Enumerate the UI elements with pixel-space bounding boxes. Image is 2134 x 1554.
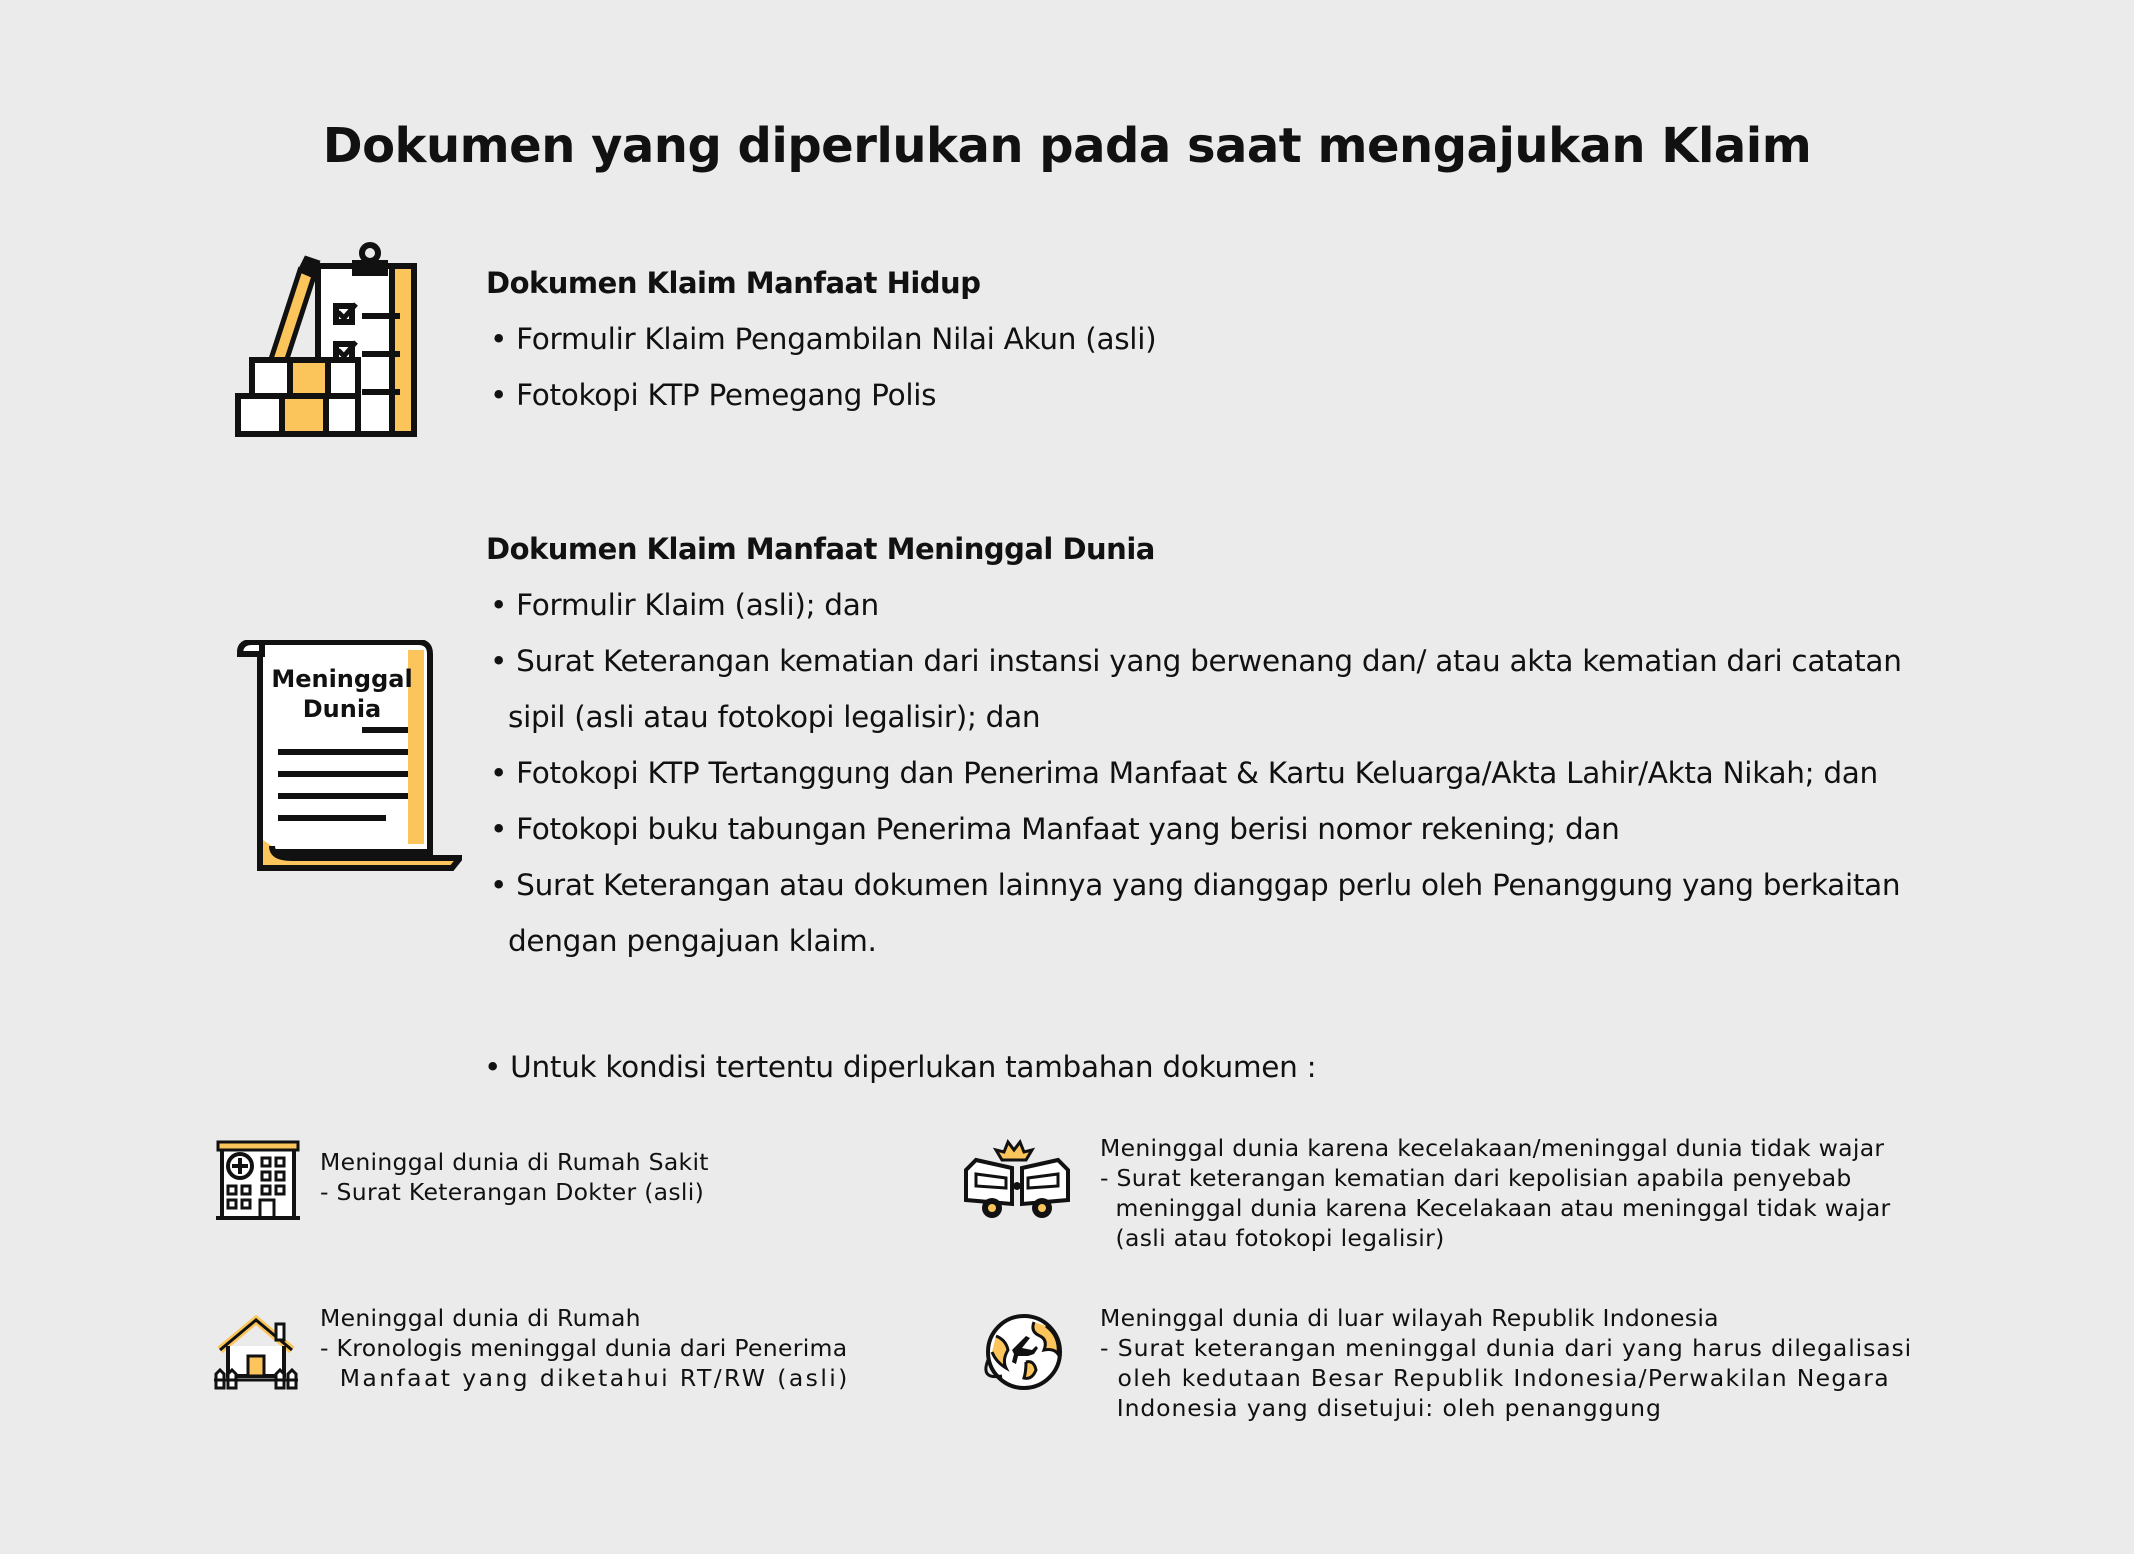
living-benefit-item: • Formulir Klaim Pengambilan Nilai Akun (asli): [490, 322, 1157, 356]
condition-line: Manfaat yang diketahui RT/RW (asli): [320, 1364, 850, 1392]
scroll-label: Meninggal: [271, 665, 413, 693]
scroll-document-icon: [232, 640, 462, 872]
globe-airplane-icon: [982, 1310, 1066, 1394]
condition-line: - Kronologis meninggal dunia dari Penerima: [320, 1334, 848, 1362]
car-accident-icon: [962, 1138, 1072, 1222]
condition-line: Indonesia yang disetujui: oleh penanggung: [1100, 1394, 1662, 1422]
living-benefit-item: • Fotokopi KTP Pemegang Polis: [490, 378, 937, 412]
condition-line: (asli atau fotokopi legalisir): [1100, 1224, 1445, 1252]
condition-line: - Surat keterangan meninggal dunia dari yang harus dilegalisasi: [1100, 1334, 1913, 1362]
additional-documents-note: • Untuk kondisi tertentu diperlukan tambahan dokumen :: [484, 1050, 1317, 1084]
condition-line: meninggal dunia karena Kecelakaan atau meninggal tidak wajar: [1100, 1194, 1891, 1222]
condition-title: Meninggal dunia di luar wilayah Republik Indonesia: [1100, 1304, 1719, 1332]
condition-line: - Surat keterangan kematian dari kepolisian apabila penyebab: [1100, 1164, 1852, 1192]
clipboard-checklist-icon: [232, 240, 432, 440]
condition-title: Meninggal dunia di Rumah Sakit: [320, 1148, 709, 1176]
condition-line: oleh kedutaan Besar Republik Indonesia/Perwakilan Negara: [1100, 1364, 1890, 1392]
death-benefit-line: • Surat Keterangan atau dokumen lainnya yang dianggap perlu oleh Penanggung yang berkaitan: [490, 868, 1901, 902]
living-benefit-heading: Dokumen Klaim Manfaat Hidup: [486, 266, 981, 300]
death-benefit-line: • Surat Keterangan kematian dari instansi yang berwenang dan/ atau akta kematian dari catatan: [490, 644, 1902, 678]
condition-title: Meninggal dunia di Rumah: [320, 1304, 641, 1332]
hospital-icon: [216, 1138, 300, 1222]
death-benefit-line: • Fotokopi buku tabungan Penerima Manfaat yang berisi nomor rekening; dan: [490, 812, 1620, 846]
death-benefit-line: sipil (asli atau fotokopi legalisir); dan: [508, 700, 1041, 734]
condition-title: Meninggal dunia karena kecelakaan/meninggal dunia tidak wajar: [1100, 1134, 1885, 1162]
death-benefit-line: • Fotokopi KTP Tertanggung dan Penerima Manfaat & Kartu Keluarga/Akta Lahir/Akta Nikah; dan: [490, 756, 1878, 790]
scroll-label: Dunia: [302, 695, 382, 723]
death-benefit-line: • Formulir Klaim (asli); dan: [490, 588, 879, 622]
page-title: Dokumen yang diperlukan pada saat mengajukan Klaim: [322, 118, 1812, 174]
condition-line: - Surat Keterangan Dokter (asli): [320, 1178, 705, 1206]
house-icon: [214, 1314, 298, 1390]
death-benefit-heading: Dokumen Klaim Manfaat Meninggal Dunia: [486, 532, 1155, 566]
death-benefit-line: dengan pengajuan klaim.: [508, 924, 877, 958]
